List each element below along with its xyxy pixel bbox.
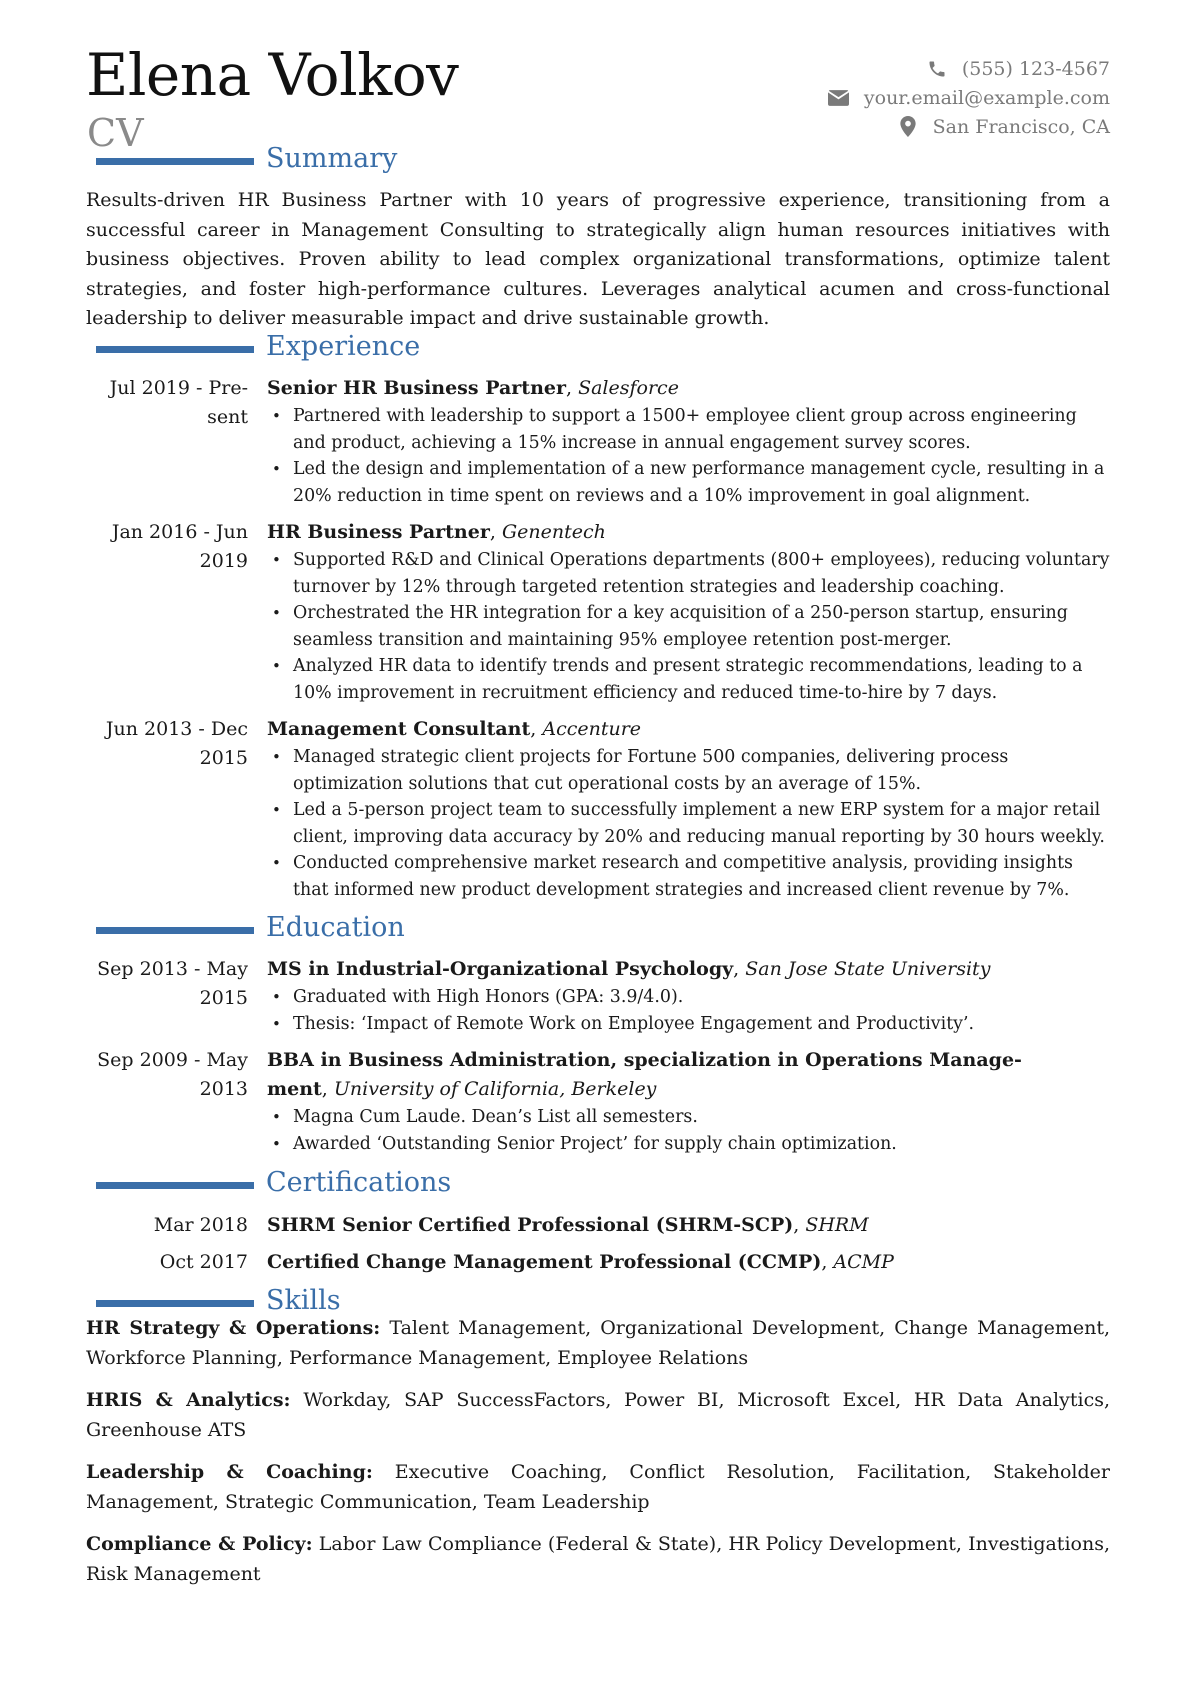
skill-group bbox=[86, 1458, 1110, 1517]
list-item: • Led the design and implementation of a new performance management cycle, resulting in a 20% reduction in time spent on reviews and a 10% improvement in goal alignment. bbox=[267, 456, 1110, 509]
skill-label: HRIS & Analytics: bbox=[86, 1389, 291, 1411]
cert-name: Certified Change Management Professional (CCMP) bbox=[267, 1251, 822, 1273]
entry-heading: Senior HR Business Partner, Salesforce bbox=[267, 377, 679, 399]
degree-cont: ment bbox=[267, 1078, 322, 1100]
school: San Jose State University bbox=[745, 958, 991, 980]
list-item: • Led a 5-person project team to successfully implement a new ERP system for a major retail client, improving data accuracy by 20% and reducing manual reporting by 30 hours weekly. bbox=[267, 797, 1110, 850]
degree: MS in Industrial-Organizational Psychology bbox=[267, 958, 734, 980]
section-title: Experience bbox=[266, 331, 421, 362]
degree: BBA in Business Administration, specialization in Operations Manage- bbox=[267, 1049, 1022, 1071]
date-line: Jan 2016 - Jun bbox=[111, 521, 248, 543]
date-line: 2015 bbox=[199, 747, 248, 769]
date-line: Jun 2013 - Dec bbox=[105, 718, 248, 740]
skill-group bbox=[86, 1386, 1110, 1445]
job-title: Senior HR Business Partner bbox=[267, 377, 566, 399]
certification-item bbox=[0, 1210, 1190, 1240]
list-item: • Orchestrated the HR integration for a key acquisition of a 250-person startup, ensuring seamless transition and maintaining 95% employee retention post-merger. bbox=[267, 600, 1110, 653]
job-title: Management Consultant bbox=[267, 718, 531, 740]
section-title: Summary bbox=[266, 143, 398, 174]
contact-phone[interactable] bbox=[828, 54, 1110, 83]
date-line: Sep 2009 - May bbox=[97, 1049, 248, 1071]
date-line: 2019 bbox=[199, 550, 248, 572]
entry-date bbox=[78, 715, 248, 773]
cert-name: SHRM Senior Certified Professional (SHRM-SCP) bbox=[267, 1214, 794, 1236]
section-rule bbox=[96, 158, 254, 165]
skill-group bbox=[86, 1530, 1110, 1589]
skill-label: HR Strategy & Operations: bbox=[86, 1317, 381, 1339]
bullet-list bbox=[267, 403, 1110, 509]
list-item: • Analyzed HR data to identify trends and present strategic recommendations, leading to a 10% improvement in recruitment efficiency and reduced time-to-hire by 7 days. bbox=[267, 653, 1110, 706]
map-pin-icon bbox=[897, 116, 919, 138]
email-text: your.email@example.com bbox=[863, 86, 1110, 109]
list-item: • Partnered with leadership to support a 1500+ employee client group across engineering and product, achieving a 15% increase in annual engagement survey scores. bbox=[267, 403, 1110, 456]
certification-item bbox=[0, 1247, 1190, 1277]
date-line: Sep 2013 - May bbox=[97, 958, 248, 980]
document-subtitle: CV bbox=[87, 111, 144, 155]
list-item: • Supported R&D and Clinical Operations departments (800+ employees), reducing voluntary turnover by 12% through targeted retention strategies and leadership coaching. bbox=[267, 547, 1110, 600]
entry-date bbox=[78, 518, 248, 576]
summary-text: Results-driven HR Business Partner with 10 years of progressive experience, transitioning from a successful career in Management Consulting to strategically align human resources initiatives with business objectives. Proven ability to lead complex organizational transformations, optimize talent strategies, and foster high-performance cultures. Leverages analytical acumen and cross-functional leadership to deliver measurable impact and drive sustainable growth. bbox=[86, 189, 1110, 329]
skill-items: Labor Law Compliance (Federal & State), HR Policy Development, Investigations, Risk Management bbox=[86, 1533, 1110, 1585]
employer: Salesforce bbox=[578, 377, 679, 399]
entry-heading: HR Business Partner, Genentech bbox=[267, 521, 606, 543]
bullet-list bbox=[267, 984, 1110, 1037]
cert-issuer: ACMP bbox=[833, 1251, 894, 1273]
entry-heading bbox=[267, 1046, 1110, 1075]
date-line: 2015 bbox=[199, 987, 248, 1009]
skill-label: Compliance & Policy: bbox=[86, 1533, 313, 1555]
entry-body bbox=[267, 715, 1110, 903]
date-line: Jul 2019 - Pre- bbox=[109, 377, 248, 399]
bullet-list bbox=[267, 547, 1110, 706]
entry-date bbox=[78, 374, 248, 432]
list-item: • Graduated with High Honors (GPA: 3.9/4.0). bbox=[267, 984, 1110, 1011]
section-header-experience bbox=[96, 327, 420, 367]
cert-date: Oct 2017 bbox=[159, 1251, 248, 1273]
skill-items: Executive Coaching, Conflict Resolution, Facilitation, Stakeholder Management, Strategic Communication, Team Leadership bbox=[86, 1461, 1110, 1513]
entry-heading: MS in Industrial-Organizational Psychology, San Jose State University bbox=[267, 958, 991, 980]
entry-body bbox=[267, 955, 1110, 1037]
employer: Accenture bbox=[542, 718, 642, 740]
list-item: • Awarded ‘Outstanding Senior Project’ for supply chain optimization. bbox=[267, 1131, 1110, 1158]
entry-date bbox=[78, 1046, 248, 1104]
skill-group bbox=[86, 1314, 1110, 1373]
cert-date: Mar 2018 bbox=[153, 1214, 248, 1236]
section-title: Skills bbox=[266, 1285, 341, 1316]
school: University of California, Berkeley bbox=[333, 1078, 657, 1100]
section-rule bbox=[96, 1300, 254, 1307]
envelope-icon bbox=[828, 87, 850, 109]
section-rule bbox=[96, 1182, 254, 1189]
entry-body bbox=[267, 518, 1110, 706]
list-item: • Thesis: ‘Impact of Remote Work on Employee Engagement and Productivity’. bbox=[267, 1011, 1110, 1038]
list-item: • Managed strategic client projects for Fortune 500 companies, delivering process optimization solutions that cut operational costs by an average of 15%. bbox=[267, 744, 1110, 797]
entry-heading-cont: ment, University of California, Berkeley bbox=[267, 1078, 657, 1100]
bullet-list bbox=[267, 744, 1110, 903]
skill-items: Workday, SAP SuccessFactors, Power BI, Microsoft Excel, HR Data Analytics, Greenhouse ATS bbox=[86, 1389, 1110, 1441]
phone-text: (555) 123-4567 bbox=[961, 57, 1110, 80]
person-name: Elena Volkov bbox=[86, 41, 459, 109]
employer: Genentech bbox=[501, 521, 606, 543]
date-line: sent bbox=[207, 406, 248, 428]
section-header-summary bbox=[96, 139, 397, 179]
entry-body bbox=[267, 1046, 1110, 1157]
skill-label: Leadership & Coaching: bbox=[86, 1461, 373, 1483]
cert-heading: Certified Change Management Professional (CCMP), ACMP bbox=[267, 1251, 894, 1273]
cert-heading: SHRM Senior Certified Professional (SHRM-SCP), SHRM bbox=[267, 1214, 869, 1236]
section-title: Certifications bbox=[266, 1167, 452, 1198]
phone-icon bbox=[926, 58, 948, 80]
contact-location bbox=[828, 112, 1110, 141]
cert-issuer: SHRM bbox=[805, 1214, 869, 1236]
section-header-education bbox=[96, 908, 405, 948]
entry-body bbox=[267, 374, 1110, 509]
section-rule bbox=[96, 927, 254, 934]
bullet-list bbox=[267, 1104, 1110, 1157]
list-item: • Conducted comprehensive market research and competitive analysis, providing insights that informed new product development strategies and increased client revenue by 7%. bbox=[267, 850, 1110, 903]
section-rule bbox=[96, 346, 254, 353]
skill-items: Talent Management, Organizational Development, Change Management, Workforce Planning, Performance Management, Employee Relations bbox=[86, 1317, 1110, 1369]
date-line: 2013 bbox=[199, 1078, 248, 1100]
section-header-certifications bbox=[96, 1163, 451, 1203]
job-title: HR Business Partner bbox=[267, 521, 490, 543]
contact-email[interactable] bbox=[828, 83, 1110, 112]
entry-heading: Management Consultant, Accenture bbox=[267, 718, 642, 740]
entry-date bbox=[78, 955, 248, 1013]
contact-block bbox=[828, 54, 1110, 141]
location-text: San Francisco, CA bbox=[932, 115, 1110, 138]
section-title: Education bbox=[266, 912, 405, 943]
list-item: • Magna Cum Laude. Dean’s List all semesters. bbox=[267, 1104, 1110, 1131]
